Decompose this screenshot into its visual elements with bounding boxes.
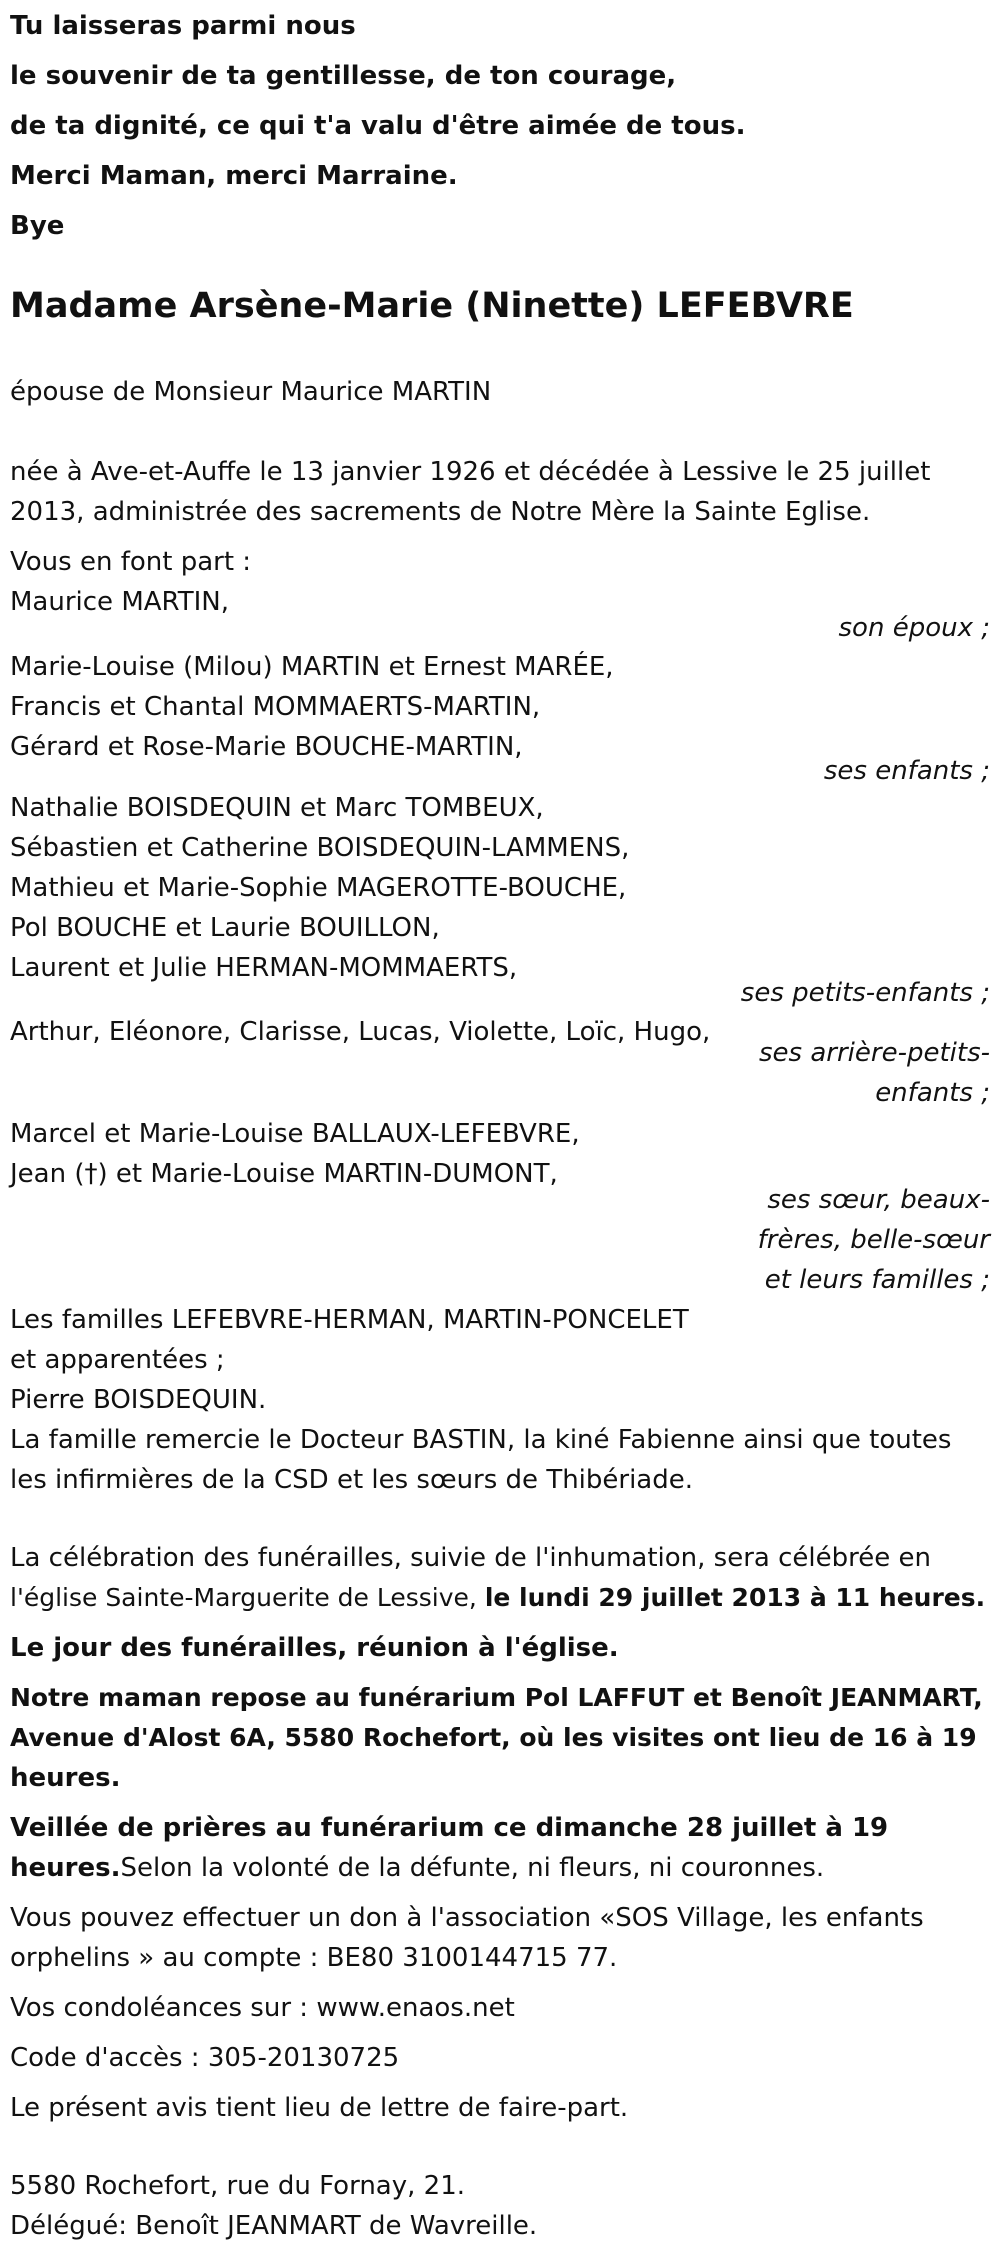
birth-death-line: née à Ave-et-Auffe le 13 janvier 1926 et décédée à Lessive le 25 juillet: [10, 457, 931, 487]
vigil-line: Veillée de prières au funérarium ce dimanche 28 juillet à 19: [10, 1813, 889, 1843]
meeting-line: Le jour des funérailles, réunion à l'église.: [10, 1633, 619, 1663]
family-name-line: Marcel et Marie-Louise BALLAUX-LEFEBVRE,: [10, 1119, 580, 1149]
notice-line: Le présent avis tient lieu de lettre de faire-part.: [10, 2093, 629, 2123]
relation-label: ses petits-enfants ;: [740, 978, 990, 1008]
deceased-name: Madame Arsène-Marie (Ninette) LEFEBVRE: [10, 286, 854, 326]
thanks-line: La famille remercie le Docteur BASTIN, la kiné Fabienne ainsi que toutes: [10, 1425, 952, 1455]
poem-line: le souvenir de ta gentillesse, de ton courage,: [10, 61, 677, 91]
relation-label: ses sœur, beaux-: [767, 1185, 990, 1215]
others-line: et apparentées ;: [10, 1345, 225, 1375]
funeral-home-line: heures.: [10, 1763, 121, 1793]
family-name-line: Marie-Louise (Milou) MARTIN et Ernest MARÉE,: [10, 652, 614, 682]
family-name-line: Pol BOUCHE et Laurie BOUILLON,: [10, 913, 440, 943]
relation-label: ses enfants ;: [823, 756, 990, 786]
family-name-line: Laurent et Julie HERMAN-MOMMAERTS,: [10, 953, 518, 983]
thanks-line: les infirmières de la CSD et les sœurs de Thibériade.: [10, 1465, 694, 1495]
poem-line: de ta dignité, ce qui t'a valu d'être aimée de tous.: [10, 111, 746, 141]
relation-label: et leurs familles ;: [764, 1265, 990, 1295]
family-name-line: Sébastien et Catherine BOISDEQUIN-LAMMENS,: [10, 833, 630, 863]
donation-line: Vous pouvez effectuer un don à l'association «SOS Village, les enfants: [10, 1903, 924, 1933]
ceremony-place: l'église Sainte-Marguerite de Lessive,: [10, 1583, 485, 1612]
ceremony-datetime: le lundi 29 juillet 2013 à 11 heures.: [484, 1583, 986, 1612]
spouse-line: épouse de Monsieur Maurice MARTIN: [10, 377, 492, 407]
relation-label: enfants ;: [875, 1078, 990, 1108]
family-name-line: Mathieu et Marie-Sophie MAGEROTTE-BOUCHE,: [10, 873, 627, 903]
access-code-line: Code d'accès : 305-20130725: [10, 2043, 400, 2073]
poem-line: Bye: [10, 211, 65, 241]
poem-line: Merci Maman, merci Marraine.: [10, 161, 458, 191]
relation-label: frères, belle-sœur: [757, 1225, 990, 1255]
vigil-flowers-note: Selon la volonté de la défunte, ni fleurs, ni couronnes.: [120, 1853, 825, 1883]
announce-line: Vous en font part :: [10, 547, 252, 577]
donation-line: orphelins » au compte : BE80 3100144715 77.: [10, 1943, 618, 1973]
family-name-line: Francis et Chantal MOMMAERTS-MARTIN,: [10, 692, 541, 722]
relation-label: ses arrière-petits-: [759, 1038, 990, 1068]
poem-line: Tu laisseras parmi nous: [10, 11, 356, 41]
funeral-home-line: Avenue d'Alost 6A, 5580 Rochefort, où les visites ont lieu de 16 à 19: [10, 1723, 977, 1752]
family-name-line: Nathalie BOISDEQUIN et Marc TOMBEUX,: [10, 793, 544, 823]
birth-death-line: 2013, administrée des sacrements de Notre Mère la Sainte Eglise.: [10, 497, 871, 527]
delegate-line: Délégué: Benoît JEANMART de Wavreille.: [10, 2211, 538, 2241]
relation-label: son époux ;: [838, 613, 990, 643]
others-line: Les familles LEFEBVRE-HERMAN, MARTIN-PONCELET: [10, 1305, 689, 1335]
ceremony-line: [10, 1578, 985, 1618]
funeral-home-line: Notre maman repose au funérarium Pol LAFFUT et Benoît JEANMART,: [10, 1683, 983, 1712]
family-name-line: Jean (†) et Marie-Louise MARTIN-DUMONT,: [10, 1159, 558, 1189]
vigil-hours: heures.: [10, 1853, 121, 1883]
family-name-line: Maurice MARTIN,: [10, 587, 229, 617]
family-name-line: Arthur, Eléonore, Clarisse, Lucas, Violette, Loïc, Hugo,: [10, 1017, 711, 1047]
family-name-line: Gérard et Rose-Marie BOUCHE-MARTIN,: [10, 732, 523, 762]
ceremony-line: La célébration des funérailles, suivie de l'inhumation, sera célébrée en: [10, 1543, 931, 1573]
others-line: Pierre BOISDEQUIN.: [10, 1385, 267, 1415]
condolences-line: Vos condoléances sur : www.enaos.net: [10, 1993, 515, 2023]
vigil-line: [10, 1848, 824, 1888]
address-line: 5580 Rochefort, rue du Fornay, 21.: [10, 2171, 465, 2201]
